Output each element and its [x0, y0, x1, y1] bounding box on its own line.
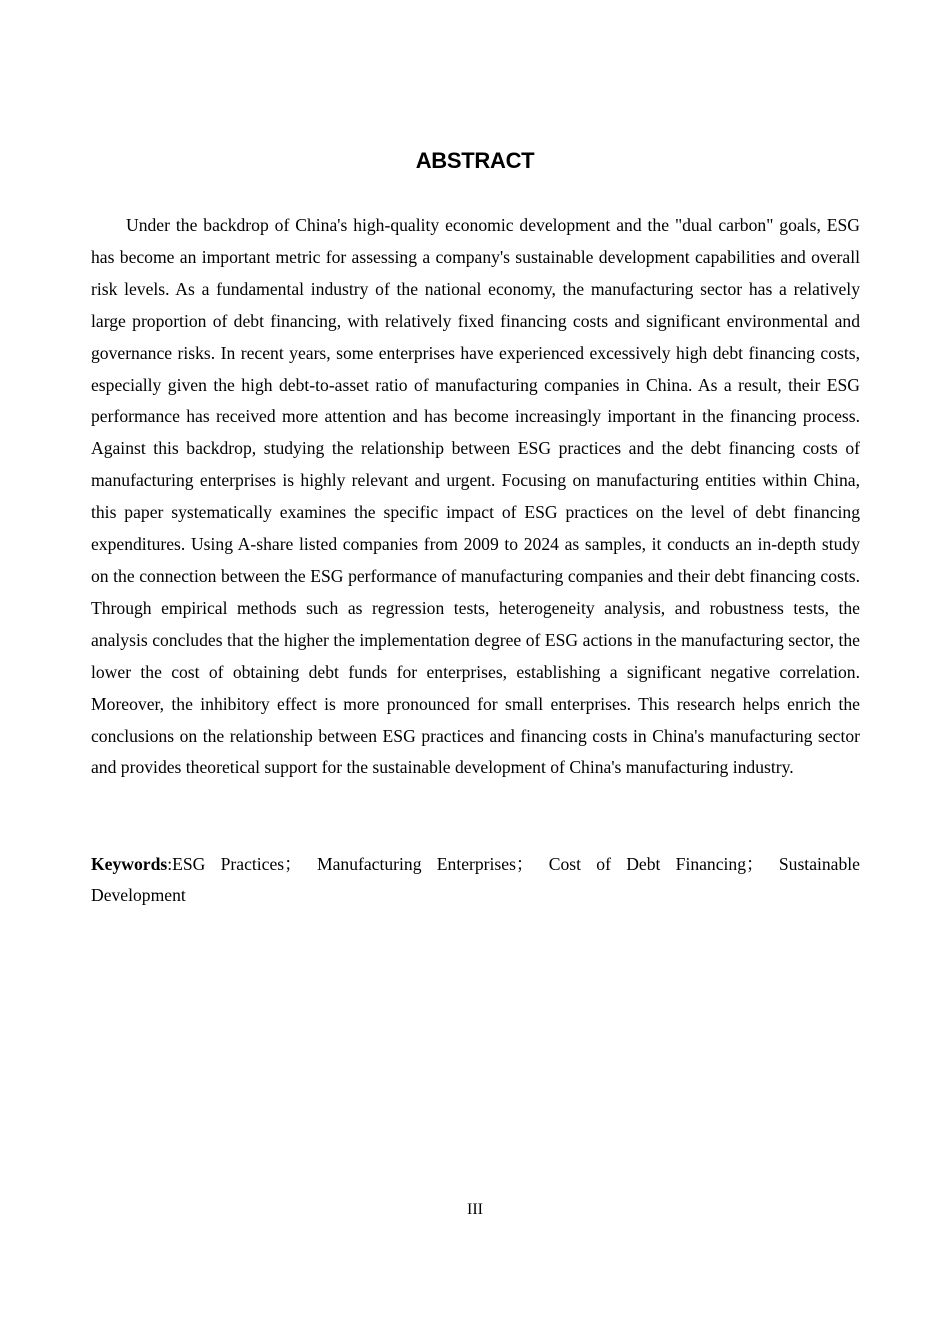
abstract-paragraph: Under the backdrop of China's high-quality economic development and the "dual carbon" goals, ESG has become an important metric for assessing a company's sustainable development capabilities and overall risk levels. As a fundamental industry of the national economy, the manufacturing sector has a relatively large proportion of debt financing, with relatively fixed financing costs and significant environmental and governance risks. In recent years, some enterprises have experienced excessively high debt financing costs, especially given the high debt-to-asset ratio of manufacturing companies in China. As a result, their ESG performance has received more attention and has become increasingly important in the financing process. Against this backdrop, studying the relationship between ESG practices and the debt financing costs of manufacturing enterprises is highly relevant and urgent. Focusing on manufacturing entities within China, this paper systematically examines the specific impact of ESG practices on the level of debt financing expenditures. Using A-share listed companies from 2009 to 2024 as samples, it conducts an in-depth study on the connection between the ESG performance of manufacturing companies and their debt financing costs. Through empirical methods such as regression tests, heterogeneity analysis, and robustness tests, the analysis concludes that the higher the implementation degree of ESG actions in the manufacturing sector, the lower the cost of obtaining debt funds for enterprises, establishing a significant negative correlation. Moreover, the inhibitory effect is more pronounced for small enterprises. This research helps enrich the conclusions on the relationship between ESG practices and financing costs in China's manufacturing sector and provides theoretical support for the sustainable development of China's manufacturing industry.	[91, 215, 860, 778]
abstract-title: ABSTRACT	[415, 148, 535, 173]
page-number: III	[467, 1201, 483, 1218]
keywords-list: :ESG Practices； Manufacturing Enterprises； Cost of Debt Financing； Sustainable Development	[91, 854, 860, 905]
keywords-line	[91, 849, 860, 911]
keywords-label: Keywords	[91, 854, 168, 874]
